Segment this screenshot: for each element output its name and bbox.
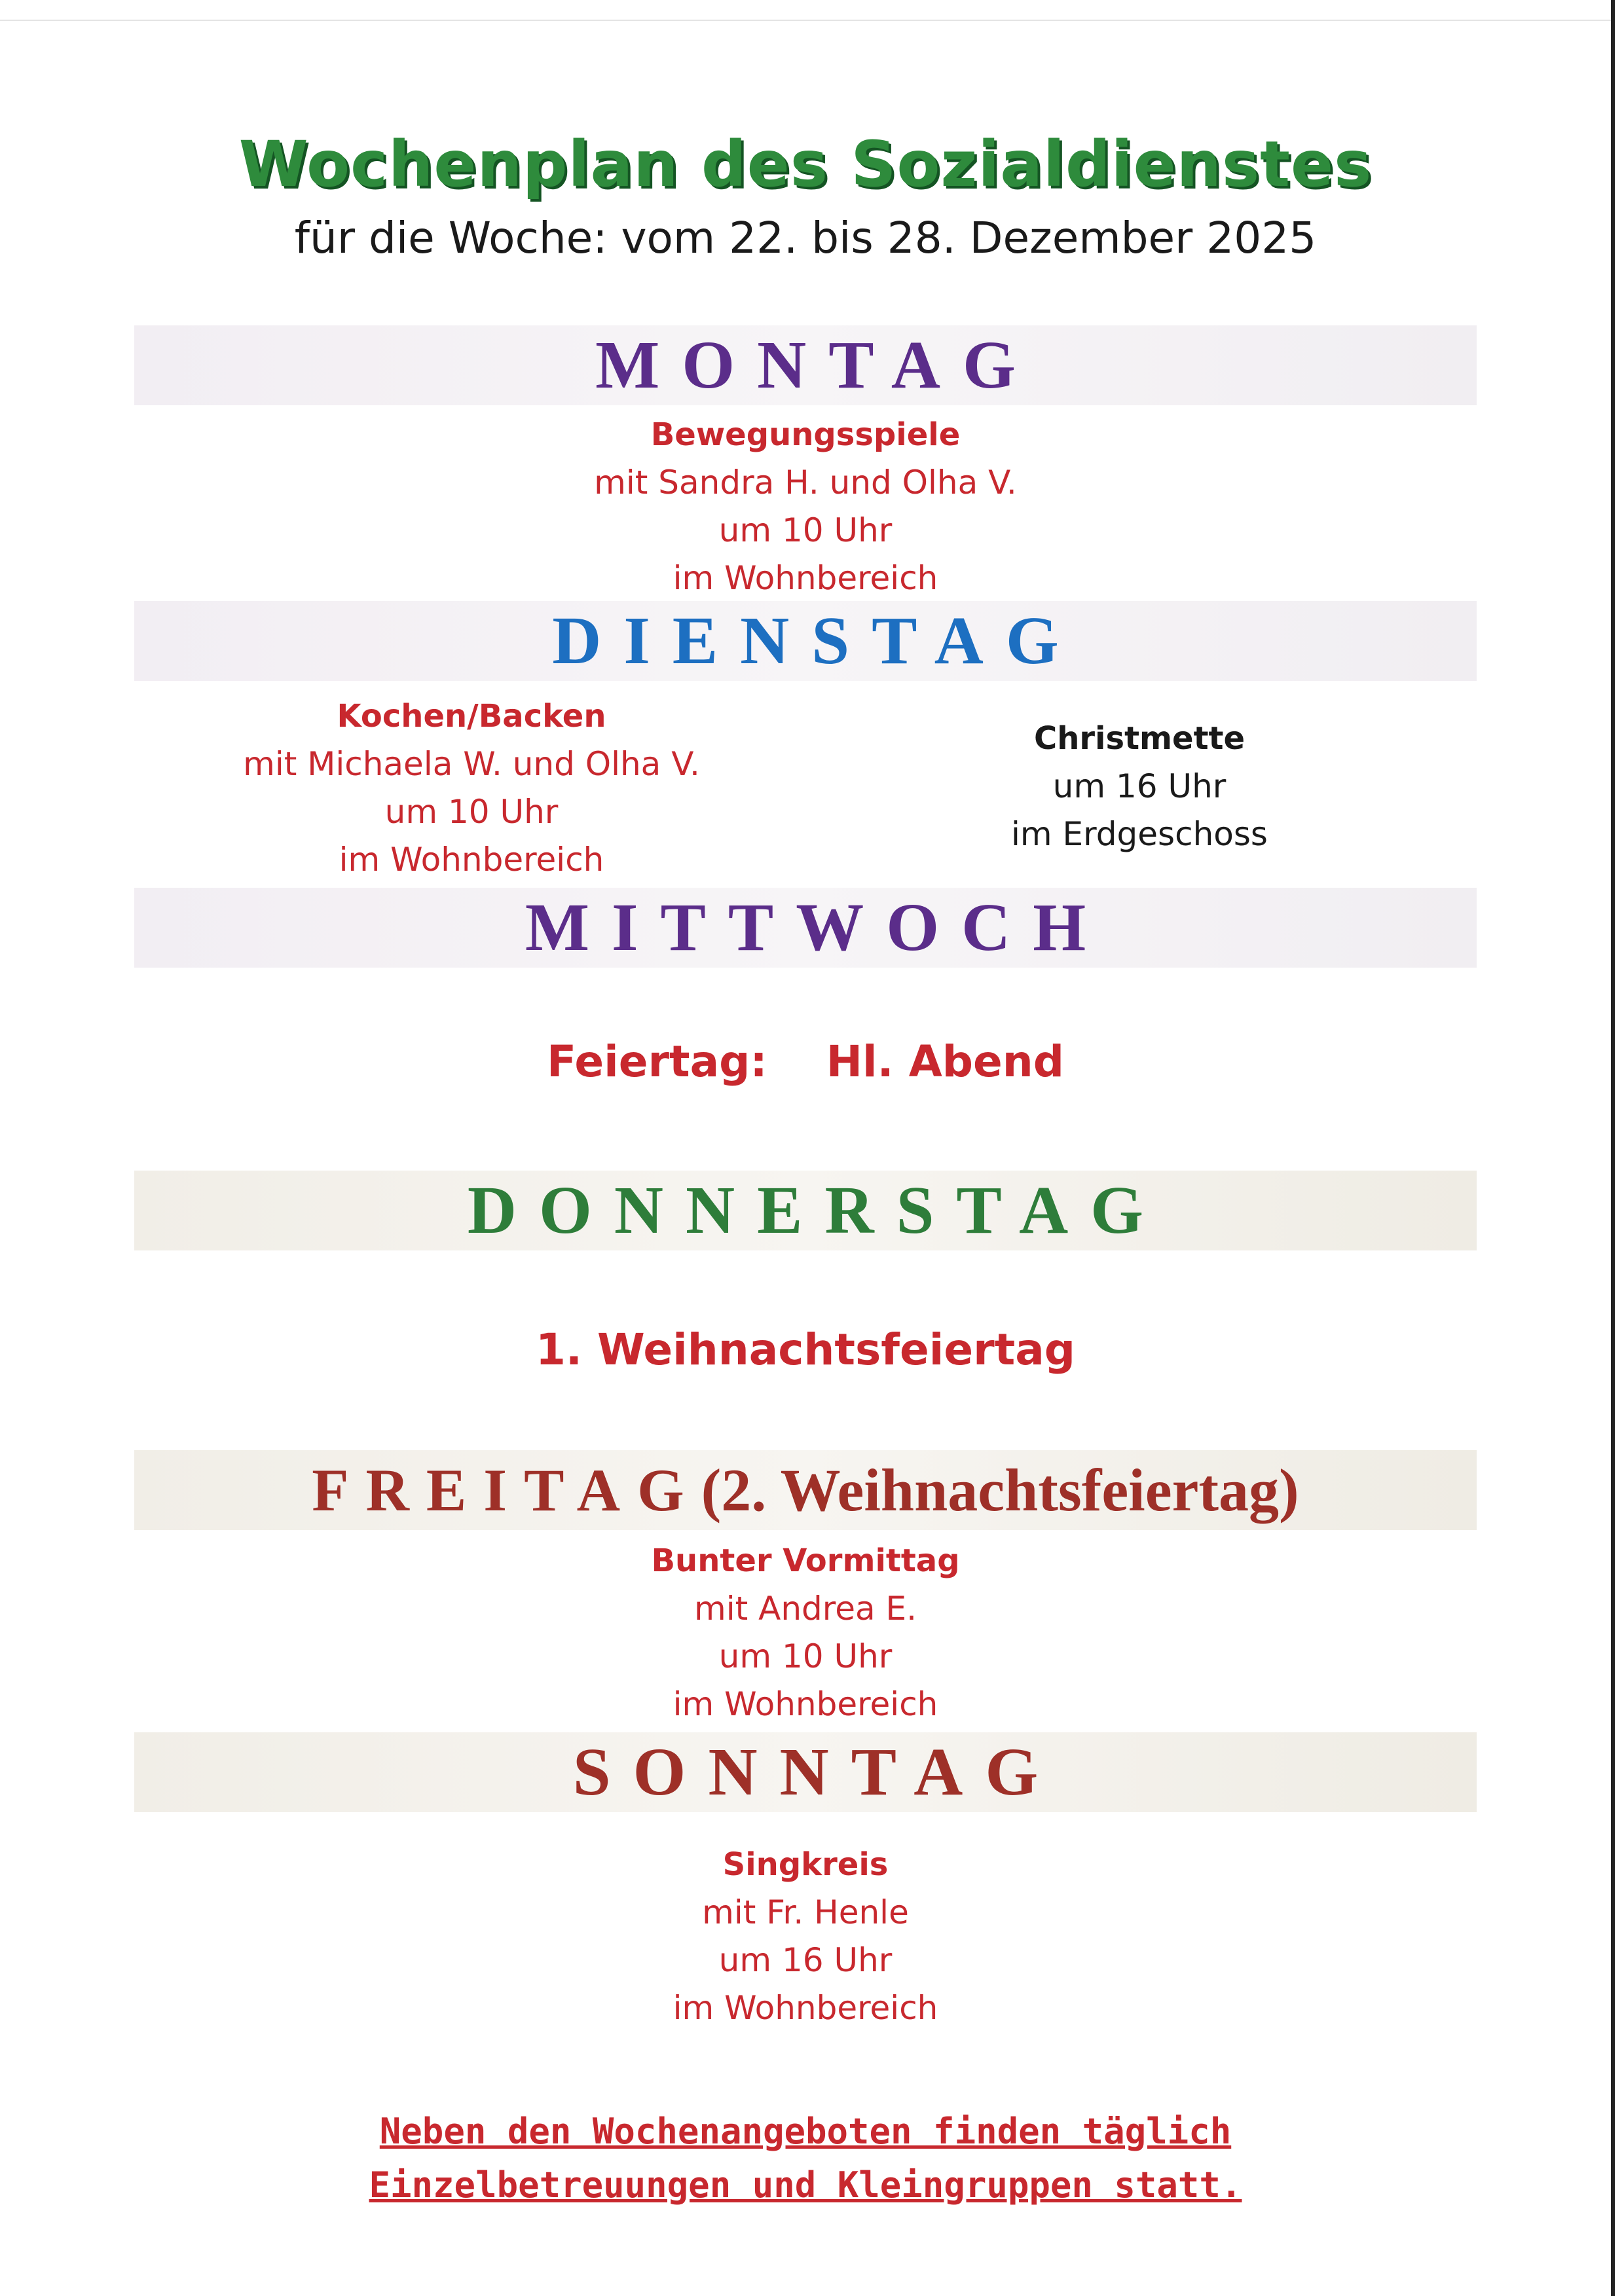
scan-right-edge bbox=[1611, 0, 1615, 2296]
montag-time: um 10 Uhr bbox=[718, 511, 893, 549]
dienstag-activity-right bbox=[956, 715, 1323, 858]
sonntag-time: um 16 Uhr bbox=[718, 1941, 893, 1979]
sonntag-heading: SONNTAG bbox=[572, 1734, 1061, 1810]
dienstag-activity-left bbox=[223, 693, 720, 884]
freitag-place: im Wohnbereich bbox=[673, 1685, 938, 1723]
montag-heading: MONTAG bbox=[595, 327, 1038, 403]
footer-note bbox=[0, 2105, 1611, 2212]
mittwoch-holiday bbox=[0, 1036, 1611, 1087]
mittwoch-holiday-name: Hl. Abend bbox=[826, 1036, 1065, 1087]
freitag-day: FREITAG bbox=[312, 1457, 701, 1523]
donnerstag-holiday: 1. Weihnachtsfeiertag bbox=[535, 1324, 1075, 1375]
dienstag-right-time: um 16 Uhr bbox=[1052, 767, 1227, 805]
dienstag-left-time: um 10 Uhr bbox=[384, 793, 559, 831]
sonntag-activity-title: Singkreis bbox=[722, 1846, 889, 1883]
freitag-note: (2. Weihnachtsfeiertag) bbox=[701, 1457, 1299, 1523]
sonntag-with: mit Fr. Henle bbox=[702, 1893, 909, 1931]
scan-top-line bbox=[0, 20, 1611, 21]
footer-line-1: Neben den Wochenangeboten finden täglich bbox=[379, 2111, 1232, 2152]
montag-activity bbox=[0, 411, 1611, 602]
montag-with: mit Sandra H. und Olha V. bbox=[594, 464, 1017, 501]
mittwoch-heading: MITTWOCH bbox=[525, 890, 1109, 965]
freitag-time: um 10 Uhr bbox=[718, 1637, 893, 1675]
freitag-heading bbox=[134, 1450, 1477, 1530]
page-title: Wochenplan des Sozialdienstes bbox=[238, 128, 1373, 201]
dienstag-left-with: mit Michaela W. und Olha V. bbox=[243, 745, 700, 783]
dienstag-left-title: Kochen/Backen bbox=[337, 698, 606, 735]
dienstag-right-title: Christmette bbox=[1033, 720, 1246, 757]
freitag-activity bbox=[0, 1537, 1611, 1728]
dienstag-left-place: im Wohnbereich bbox=[339, 841, 604, 879]
freitag-with: mit Andrea E. bbox=[694, 1590, 917, 1628]
montag-place: im Wohnbereich bbox=[673, 559, 938, 597]
page-subtitle: für die Woche: vom 22. bis 28. Dezember 2025 bbox=[294, 213, 1317, 263]
footer-line-2: Einzelbetreuungen und Kleingruppen statt. bbox=[369, 2164, 1242, 2206]
sonntag-place: im Wohnbereich bbox=[673, 1989, 938, 2027]
dienstag-heading: DIENSTAG bbox=[552, 603, 1081, 678]
donnerstag-heading: DONNERSTAG bbox=[467, 1173, 1166, 1248]
sonntag-activity bbox=[0, 1841, 1611, 2032]
dienstag-right-place: im Erdgeschoss bbox=[1011, 815, 1268, 853]
montag-activity-title: Bewegungsspiele bbox=[650, 416, 961, 453]
freitag-activity-title: Bunter Vormittag bbox=[651, 1542, 960, 1579]
mittwoch-holiday-label: Feiertag: bbox=[546, 1036, 767, 1087]
